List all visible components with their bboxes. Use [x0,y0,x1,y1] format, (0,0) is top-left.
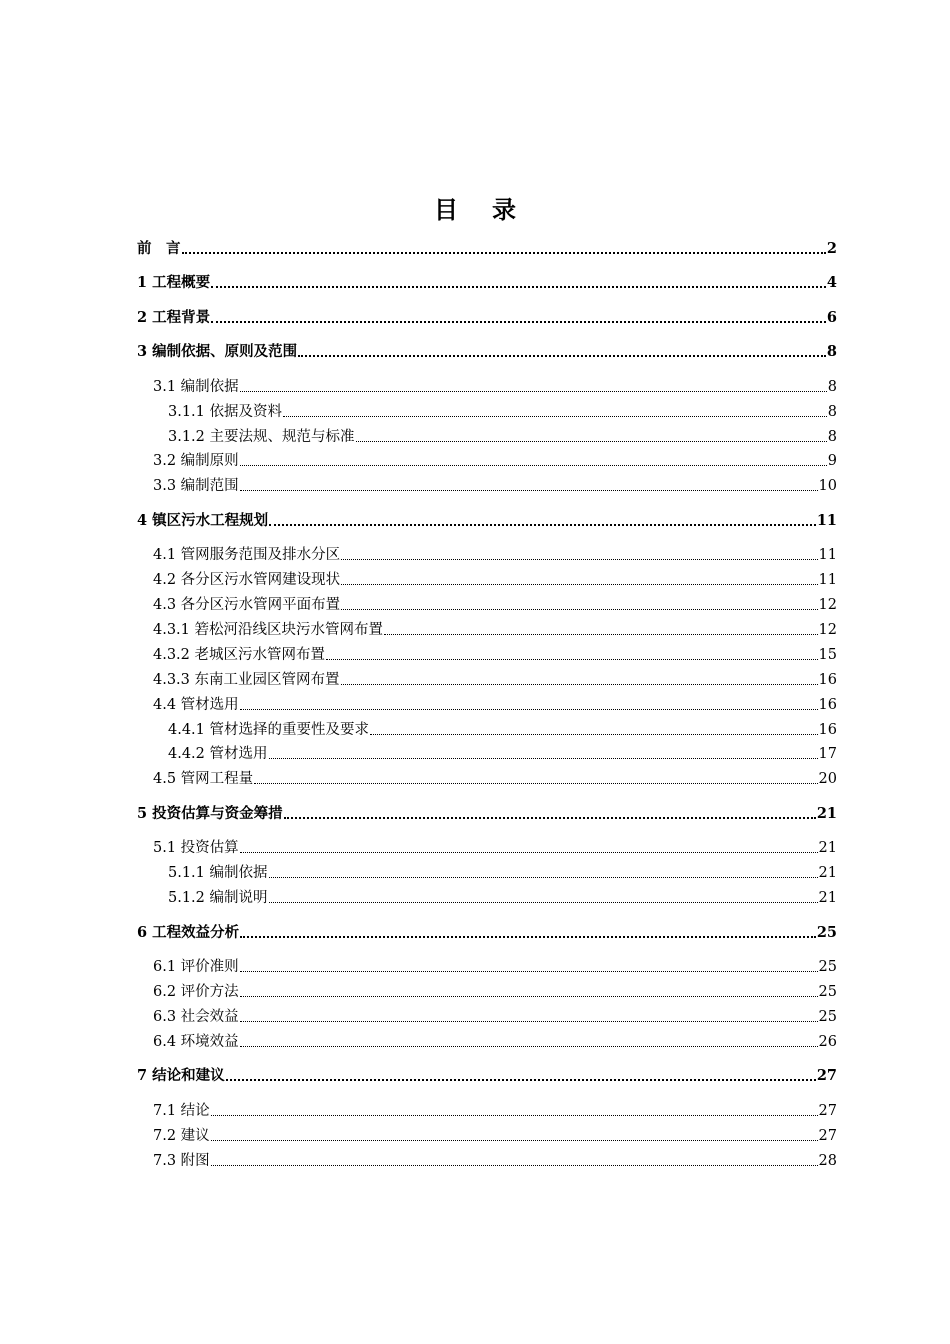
toc-entry-label: 7.2 建议 [153,1128,210,1144]
dot-leader [283,416,827,417]
toc-entry-page-number: 11 [816,512,837,529]
toc-entry-page-number: 9 [827,453,837,469]
toc-entry-label: 3 编制依据、原则及范围 [137,343,298,360]
toc-entry-page-number: 27 [816,1067,837,1084]
toc-entry-page-number: 27 [818,1103,837,1119]
toc-entry-page-number: 16 [818,697,837,713]
toc-entry[interactable] [153,592,837,614]
toc-entry-page-number: 15 [818,647,837,663]
toc-entry[interactable] [153,835,837,857]
dot-leader [240,1021,818,1022]
dot-leader [240,709,818,710]
dot-leader [240,1046,818,1047]
toc-entry-page-number: 16 [818,672,837,688]
dot-leader [211,321,826,323]
dot-leader [211,286,826,288]
dot-leader [341,584,817,585]
toc-title-char-2: 录 [492,195,516,224]
toc-entry[interactable] [137,305,837,327]
toc-entry-page-number: 8 [826,343,837,360]
dot-leader [240,391,827,392]
dot-leader [341,559,817,560]
toc-entry-label: 5 投资估算与资金筹措 [137,805,283,822]
toc-entry-page-number: 11 [818,547,837,563]
toc-entry[interactable] [153,642,837,664]
dot-leader [240,971,818,972]
toc-entry[interactable] [168,399,837,421]
toc-entry-page-number: 21 [818,840,837,856]
toc-entry-page-number: 25 [818,984,837,1000]
toc-entry-page-number: 2 [826,240,837,257]
toc-entry[interactable] [137,801,837,823]
toc-entry-label: 1 工程概要 [137,274,211,291]
toc-entry[interactable] [137,508,837,530]
dot-leader [269,758,818,759]
toc-entry[interactable] [153,473,837,495]
toc-entry[interactable] [153,1029,837,1051]
toc-entry-page-number: 8 [827,429,837,445]
dot-leader [326,659,818,660]
dot-leader [240,490,818,491]
dot-leader [240,852,818,853]
toc-entry-label: 3.1.2 主要法规、规范与标准 [168,429,355,445]
toc-entry[interactable] [137,236,837,258]
toc-entry-page-number: 20 [818,771,837,787]
dot-leader [370,734,818,735]
toc-entry-label: 3.2 编制原则 [153,453,239,469]
toc-entry-page-number: 21 [818,865,837,881]
toc-entry[interactable] [153,448,837,470]
toc-entry-label: 7.1 结论 [153,1103,210,1119]
toc-entry-page-number: 8 [827,404,837,420]
toc-entry[interactable] [153,1123,837,1145]
dot-leader [384,634,818,635]
toc-entry-page-number: 21 [818,890,837,906]
toc-entry[interactable] [137,270,837,292]
dot-leader [269,877,818,878]
toc-entry[interactable] [153,1004,837,1026]
toc-entry[interactable] [137,339,837,361]
toc-entry[interactable] [153,766,837,788]
toc-entry-label: 3.3 编制范围 [153,478,239,494]
toc-entry[interactable] [153,692,837,714]
dot-leader [269,524,816,526]
toc-entry-label: 7.3 附图 [153,1153,210,1169]
toc-entry-page-number: 26 [818,1034,837,1050]
toc-entry-label: 3.1.1 依据及资料 [168,404,283,420]
toc-entry-page-number: 6 [826,309,837,326]
toc-entry[interactable] [168,860,837,882]
dot-leader [254,783,817,784]
toc-entry-page-number: 11 [818,572,837,588]
toc-entry-page-number: 4 [826,274,837,291]
toc-entry-label: 4.3.3 东南工业园区管网布置 [153,672,340,688]
toc-entry[interactable] [153,1098,837,1120]
toc-entry-page-number: 17 [818,746,837,762]
toc-entry-label: 4.3.2 老城区污水管网布置 [153,647,326,663]
toc-entry[interactable] [153,567,837,589]
toc-entry-page-number: 10 [818,478,837,494]
toc-entry-label: 3.1 编制依据 [153,379,239,395]
toc-entry-label: 4.4.2 管材选用 [168,746,268,762]
toc-entry[interactable] [153,542,837,564]
toc-entry[interactable] [153,979,837,1001]
dot-leader [240,996,818,997]
toc-entry[interactable] [153,1148,837,1170]
toc-entry[interactable] [153,954,837,976]
toc-entry-page-number: 16 [818,722,837,738]
toc-title-char-1: 目 [434,195,458,224]
toc-entry-label: 6.4 环境效益 [153,1034,239,1050]
toc-entry-page-number: 27 [818,1128,837,1144]
toc-entry-label: 4.2 各分区污水管网建设现状 [153,572,341,588]
toc-entry-label: 4.3.1 箬松河沿线区块污水管网布置 [153,622,384,638]
toc-entry[interactable] [168,741,837,763]
toc-entry[interactable] [137,920,837,942]
dot-leader [211,1115,818,1116]
toc-entry[interactable] [153,667,837,689]
toc-entry-page-number: 25 [818,1009,837,1025]
dot-leader [211,1140,818,1141]
dot-leader [240,465,827,466]
toc-entry-label: 6.1 评价准则 [153,959,239,975]
toc-entry-label: 2 工程背景 [137,309,211,326]
toc-entry-page-number: 12 [818,597,837,613]
toc-entry[interactable] [168,885,837,907]
dot-leader [240,936,816,938]
dot-leader [298,355,826,357]
dot-leader [341,684,818,685]
toc-entry-label: 6 工程效益分析 [137,924,240,941]
toc-entry-page-number: 28 [818,1153,837,1169]
toc-entry-label: 7 结论和建议 [137,1067,225,1084]
toc-entry-page-number: 25 [818,959,837,975]
toc-entry[interactable] [153,617,837,639]
toc-entry-page-number: 25 [816,924,837,941]
toc-entry-label: 5.1.1 编制依据 [168,865,268,881]
toc-entry-label: 4.4 管材选用 [153,697,239,713]
dot-leader [182,252,826,254]
toc-entry[interactable] [168,717,837,739]
toc-entry-label: 前 言 [137,240,181,257]
dot-leader [356,441,827,442]
toc-entry[interactable] [168,424,837,446]
dot-leader [341,609,817,610]
toc-entry-label: 4.3 各分区污水管网平面布置 [153,597,341,613]
toc-entry-label: 4.5 管网工程量 [153,771,254,787]
toc-entry-label: 5.1.2 编制说明 [168,890,268,906]
toc-entry-page-number: 21 [816,805,837,822]
dot-leader [269,902,818,903]
toc-title [0,193,950,227]
toc-entry-page-number: 8 [827,379,837,395]
toc-entry-label: 4 镇区污水工程规划 [137,512,269,529]
dot-leader [226,1079,816,1081]
toc-entry-label: 5.1 投资估算 [153,840,239,856]
toc-entry-label: 6.3 社会效益 [153,1009,239,1025]
dot-leader [211,1165,818,1166]
toc-entry-page-number: 12 [818,622,837,638]
toc-entry-label: 6.2 评价方法 [153,984,239,1000]
toc-entry-label: 4.4.1 管材选择的重要性及要求 [168,722,370,738]
toc-entry[interactable] [153,374,837,396]
toc-entry-label: 4.1 管网服务范围及排水分区 [153,547,341,563]
dot-leader [284,817,816,819]
toc-entry[interactable] [137,1063,837,1085]
